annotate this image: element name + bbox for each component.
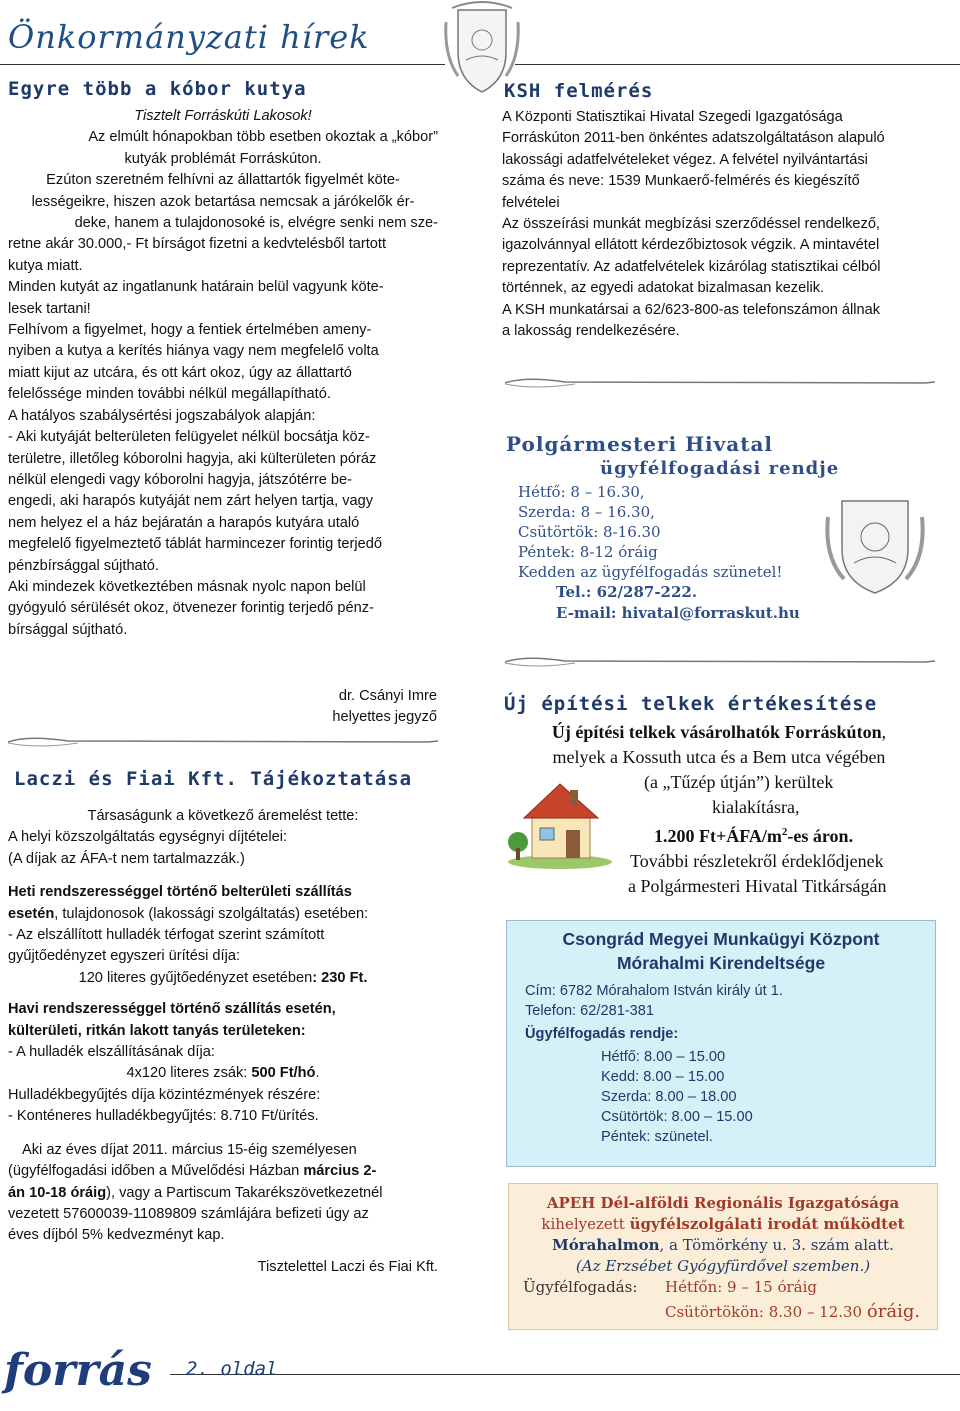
hours-line: Hétfő: 8 – 16.30, [518, 483, 645, 501]
text-line: Társaságunk a következő áremelést tette: [87, 808, 359, 824]
day-line: Péntek: szünetel. [601, 1129, 713, 1145]
day-line: Szerda: 8.00 – 18.00 [601, 1089, 737, 1105]
masthead-rule-right [515, 64, 960, 65]
text-line: Minden kutyát az ingatlanunk határain belül vagyunk köte- [8, 279, 384, 296]
text-line: felelőssége minden további nélkül megállapítható. [8, 386, 331, 403]
text-line: nyiben a kutya a kerítés hiánya vagy nem megfelelő volta [8, 343, 379, 360]
text-line: kutyák problémát Forráskúton. [124, 150, 322, 167]
section-title-laczi: Laczi és Fiai Kft. Tájékoztatása [14, 768, 413, 790]
text-line: Új építési telkek vásárolhatók Forráskúton, [551, 722, 887, 742]
text-line: (a „Tűzép útján”) kerültek [644, 772, 834, 792]
text-line: lesek tartani! [8, 300, 91, 317]
text-line: éves díjból 5% kedvezményt kap. [8, 1227, 225, 1244]
text-line: deke, hanem a tulajdonosoké is, elvégre senki nem sze- [74, 215, 438, 232]
text-line: igazolvánnyal ellátott kérdezőbiztosok végzik. A mintavétel [502, 237, 880, 254]
hivatal-hours [518, 482, 782, 582]
section-title-telkek: Új építési telkek értékesítése [504, 693, 878, 715]
text-line: területre, illetőleg kóborolni hagyja, aki külterületen póráz [8, 450, 377, 467]
forras-logo: forrás [4, 1345, 152, 1396]
munkaugyi-contact [525, 981, 783, 1044]
text-line: A KSH munkatársai a 62/623-800-as telefonszámon állnak [502, 301, 881, 318]
article-ksh [502, 107, 934, 342]
text-line: lakossági adatfelvételeket végez. A felvétel nyilvántartási [502, 151, 868, 168]
greeting: Tisztelt Forráskúti Lakosok! [134, 108, 312, 124]
hivatal-subtitle: ügyfélfogadási rendje [600, 458, 840, 479]
day-line: Kedd: 8.00 – 15.00 [601, 1069, 725, 1085]
hivatal-title: Polgármesteri Hivatal [506, 432, 773, 456]
text-line: Aki az éves díjat 2011. március 15-éig személyesen [22, 1141, 357, 1158]
text-line: Heti rendszerességgel történő belterületi szállítás [8, 884, 352, 901]
text-line: kialakításra, [712, 797, 800, 817]
hivatal-email[interactable]: E-mail: hivatal@forraskut.hu [556, 604, 800, 622]
day-line: Hétfő: 8.00 – 15.00 [601, 1049, 726, 1065]
hours-line: Péntek: 8-12 óráig [518, 543, 658, 561]
price-line: 4x120 literes zsák: 500 Ft/hó. [126, 1065, 320, 1082]
text-line: melyek a Kossuth utca és a Bem utca végében [552, 747, 886, 767]
hivatal-tel: Tel.: 62/287-222. [556, 583, 698, 601]
text-line: száma és neve: 1539 Munkaerő-felmérés és kiegészítő [502, 173, 860, 190]
apeh-hours-mon: Hétfőn: 9 – 15 óráig [665, 1278, 818, 1296]
text-line: Az összeírási munkát megbízási szerződéssel rendelkező, [502, 216, 880, 233]
text-line: - Aki kutyáját belterületen felügyelet nélkül bocsátja köz- [8, 429, 370, 446]
text-line: külterületi, ritkán lakott tanyás területeken: [8, 1022, 306, 1039]
text-line: - A hulladék elszállításának díja: [8, 1044, 215, 1061]
coat-of-arms-image [820, 493, 930, 597]
signature-title: helyettes jegyző [332, 709, 437, 726]
phone: Telefon: 62/281-381 [525, 1003, 655, 1019]
text-line: - Konténeres hulladékbegyűjtés: 8.710 Ft/ürítés. [8, 1108, 319, 1125]
ornamental-divider [505, 655, 935, 669]
apeh-line: Mórahalmon, a Tömörkény u. 3. szám alatt. [552, 1236, 894, 1254]
apeh-line: (Az Erzsébet Gyógyfürdővel szemben.) [575, 1257, 871, 1275]
section-title-kobor-kutya: Egyre több a kóbor kutya [8, 78, 307, 100]
footer-rule [170, 1374, 960, 1375]
ornamental-divider [505, 376, 935, 390]
apeh-line: kihelyezett ügyfélszolgálati irodát működtet [541, 1215, 905, 1233]
text-line: történnek, az egyedi adatokat bizalmasan kezelik. [502, 280, 825, 297]
apeh-title: APEH Dél-alföldi Regionális Igazgatósága [546, 1194, 900, 1212]
text-line: esetén, tulajdonosok (lakossági szolgáltatás) esetében: [8, 905, 369, 922]
apeh-hours-label: Ügyfélfogadás: [523, 1278, 638, 1296]
text-line: felvételei [502, 194, 560, 211]
text-line: A Központi Statisztikai Hivatal Szegedi Igazgatósága [502, 109, 843, 125]
masthead-title: Önkormányzati hírek [8, 18, 370, 56]
text-line: megfelelő figyelmeztető táblát harmincezer forintig terjedő [8, 536, 382, 553]
text-line: gyűjtőedényzet egyszeri ürítési díja: [8, 948, 241, 965]
text-line: További részletekről érdeklődjenek [630, 851, 884, 871]
text-line: lességeikre, hiszen azok betartása nemcsak a járókelők ér- [31, 193, 415, 210]
apeh-box [508, 1183, 938, 1330]
text-line: nem helyez el a ház bejáratán a harapós kutyára utaló [8, 514, 360, 531]
text-line: nélkül elengedi vagy kóborolni hagyja, játszótérre be- [8, 471, 352, 488]
text-line: gyógyuló sérülését okoz, ötvenezer forintig terjedő pénz- [8, 600, 374, 617]
text-line: Az elmúlt hónapokban több esetben okoztak a „kóbor” [88, 129, 438, 146]
text-line: engedi, aki harapós kutyáját nem zárt helyen tartja, vagy [8, 493, 374, 510]
text-line: bírsággal sújtható. [8, 621, 128, 638]
rend-label: Ügyfélfogadás rendje: [525, 1026, 679, 1042]
text-line: a Polgármesteri Hivatal Titkárságán [628, 876, 887, 896]
price-line: 120 literes gyűjtőedényzet esetében: 230 Ft. [78, 969, 368, 986]
day-line: Csütörtök: 8.00 – 15.00 [601, 1109, 753, 1125]
apeh-hours-thu: Csütörtökön: 8.30 – 12.30 óráig. [665, 1301, 921, 1322]
text-line: vezetett 57600039-11089809 számlájára befizeti úgy az [8, 1205, 369, 1222]
text-line: (A díjak az ÁFA-t nem tartalmazzák.) [8, 850, 245, 867]
ornamental-divider [8, 735, 438, 749]
hours-line: Csütörtök: 8-16.30 [518, 523, 661, 541]
munkaugyi-days [601, 1047, 753, 1147]
text-line: Hulladékbegyűjtés díja közintézmények részére: [8, 1086, 321, 1103]
text-line: miatt kijut az utcára, és ott kárt okoz, úgy az állattartó [8, 364, 352, 381]
hours-line: Szerda: 8 – 16.30, [518, 503, 655, 521]
text-line: reprezentatív. Az adatfelvételek kizárólag statisztikai célból [502, 258, 881, 275]
article-kobor-kutya [8, 106, 438, 641]
text-line: pénzbírsággal sújtható. [8, 557, 159, 574]
closing-line: Tisztelettel Laczi és Fiai Kft. [257, 1258, 438, 1275]
text-line: Havi rendszerességgel történő szállítás esetén, [8, 1001, 336, 1018]
signature-block [300, 686, 437, 729]
text-line: Aki mindezek következtében másnak nyolc napon belül [8, 578, 366, 595]
text-line: A helyi közszolgáltatás egységnyi díjtételei: [8, 829, 288, 846]
house-illustration [506, 770, 614, 870]
signature-name: dr. Csányi Imre [338, 688, 437, 704]
article-laczi [8, 806, 438, 1278]
munkaugyi-box [506, 920, 936, 1167]
text-line: án 10-18 óráig), vagy a Partiscum Takarékszövetkezetnél [8, 1184, 383, 1201]
text-line: Forráskúton 2011-ben önkéntes adatszolgáltatáson alapuló [502, 130, 885, 147]
section-title-ksh: KSH felmérés [504, 80, 654, 102]
munkaugyi-title2: Mórahalmi Kirendeltsége [616, 953, 826, 973]
text-line: Felhívom a figyelmet, hogy a fentiek értelmében ameny- [8, 322, 372, 339]
address: Cím: 6782 Mórahalom István király út 1. [525, 983, 783, 999]
text-line: A hatályos szabálysértési jogszabályok alapján: [8, 407, 316, 424]
text-line: retne akár 30.000,- Ft bírságot fizetni a kedvtelésből tartott [8, 236, 387, 253]
text-line: kutya miatt. [8, 257, 83, 274]
text-line: - Az elszállított hulladék térfogat szerint számított [8, 927, 325, 944]
text-line: Ezúton szeretném felhívni az állattartók figyelmét köte- [46, 172, 400, 189]
munkaugyi-title1: Csongrád Megyei Munkaügyi Központ [562, 929, 880, 949]
page-number: 2. oldal [186, 1358, 278, 1380]
text-line: a lakosság rendelkezésére. [502, 323, 680, 340]
price-line: 1.200 $Ft+ÁFA/m^2-es$ áron. [654, 826, 854, 846]
masthead-rule-left [0, 64, 445, 65]
hours-line: Kedden az ügyfélfogadás szünetel! [518, 563, 783, 581]
text-line: (ügyfélfogadási időben a Művelődési Házban március 2- [8, 1163, 377, 1180]
